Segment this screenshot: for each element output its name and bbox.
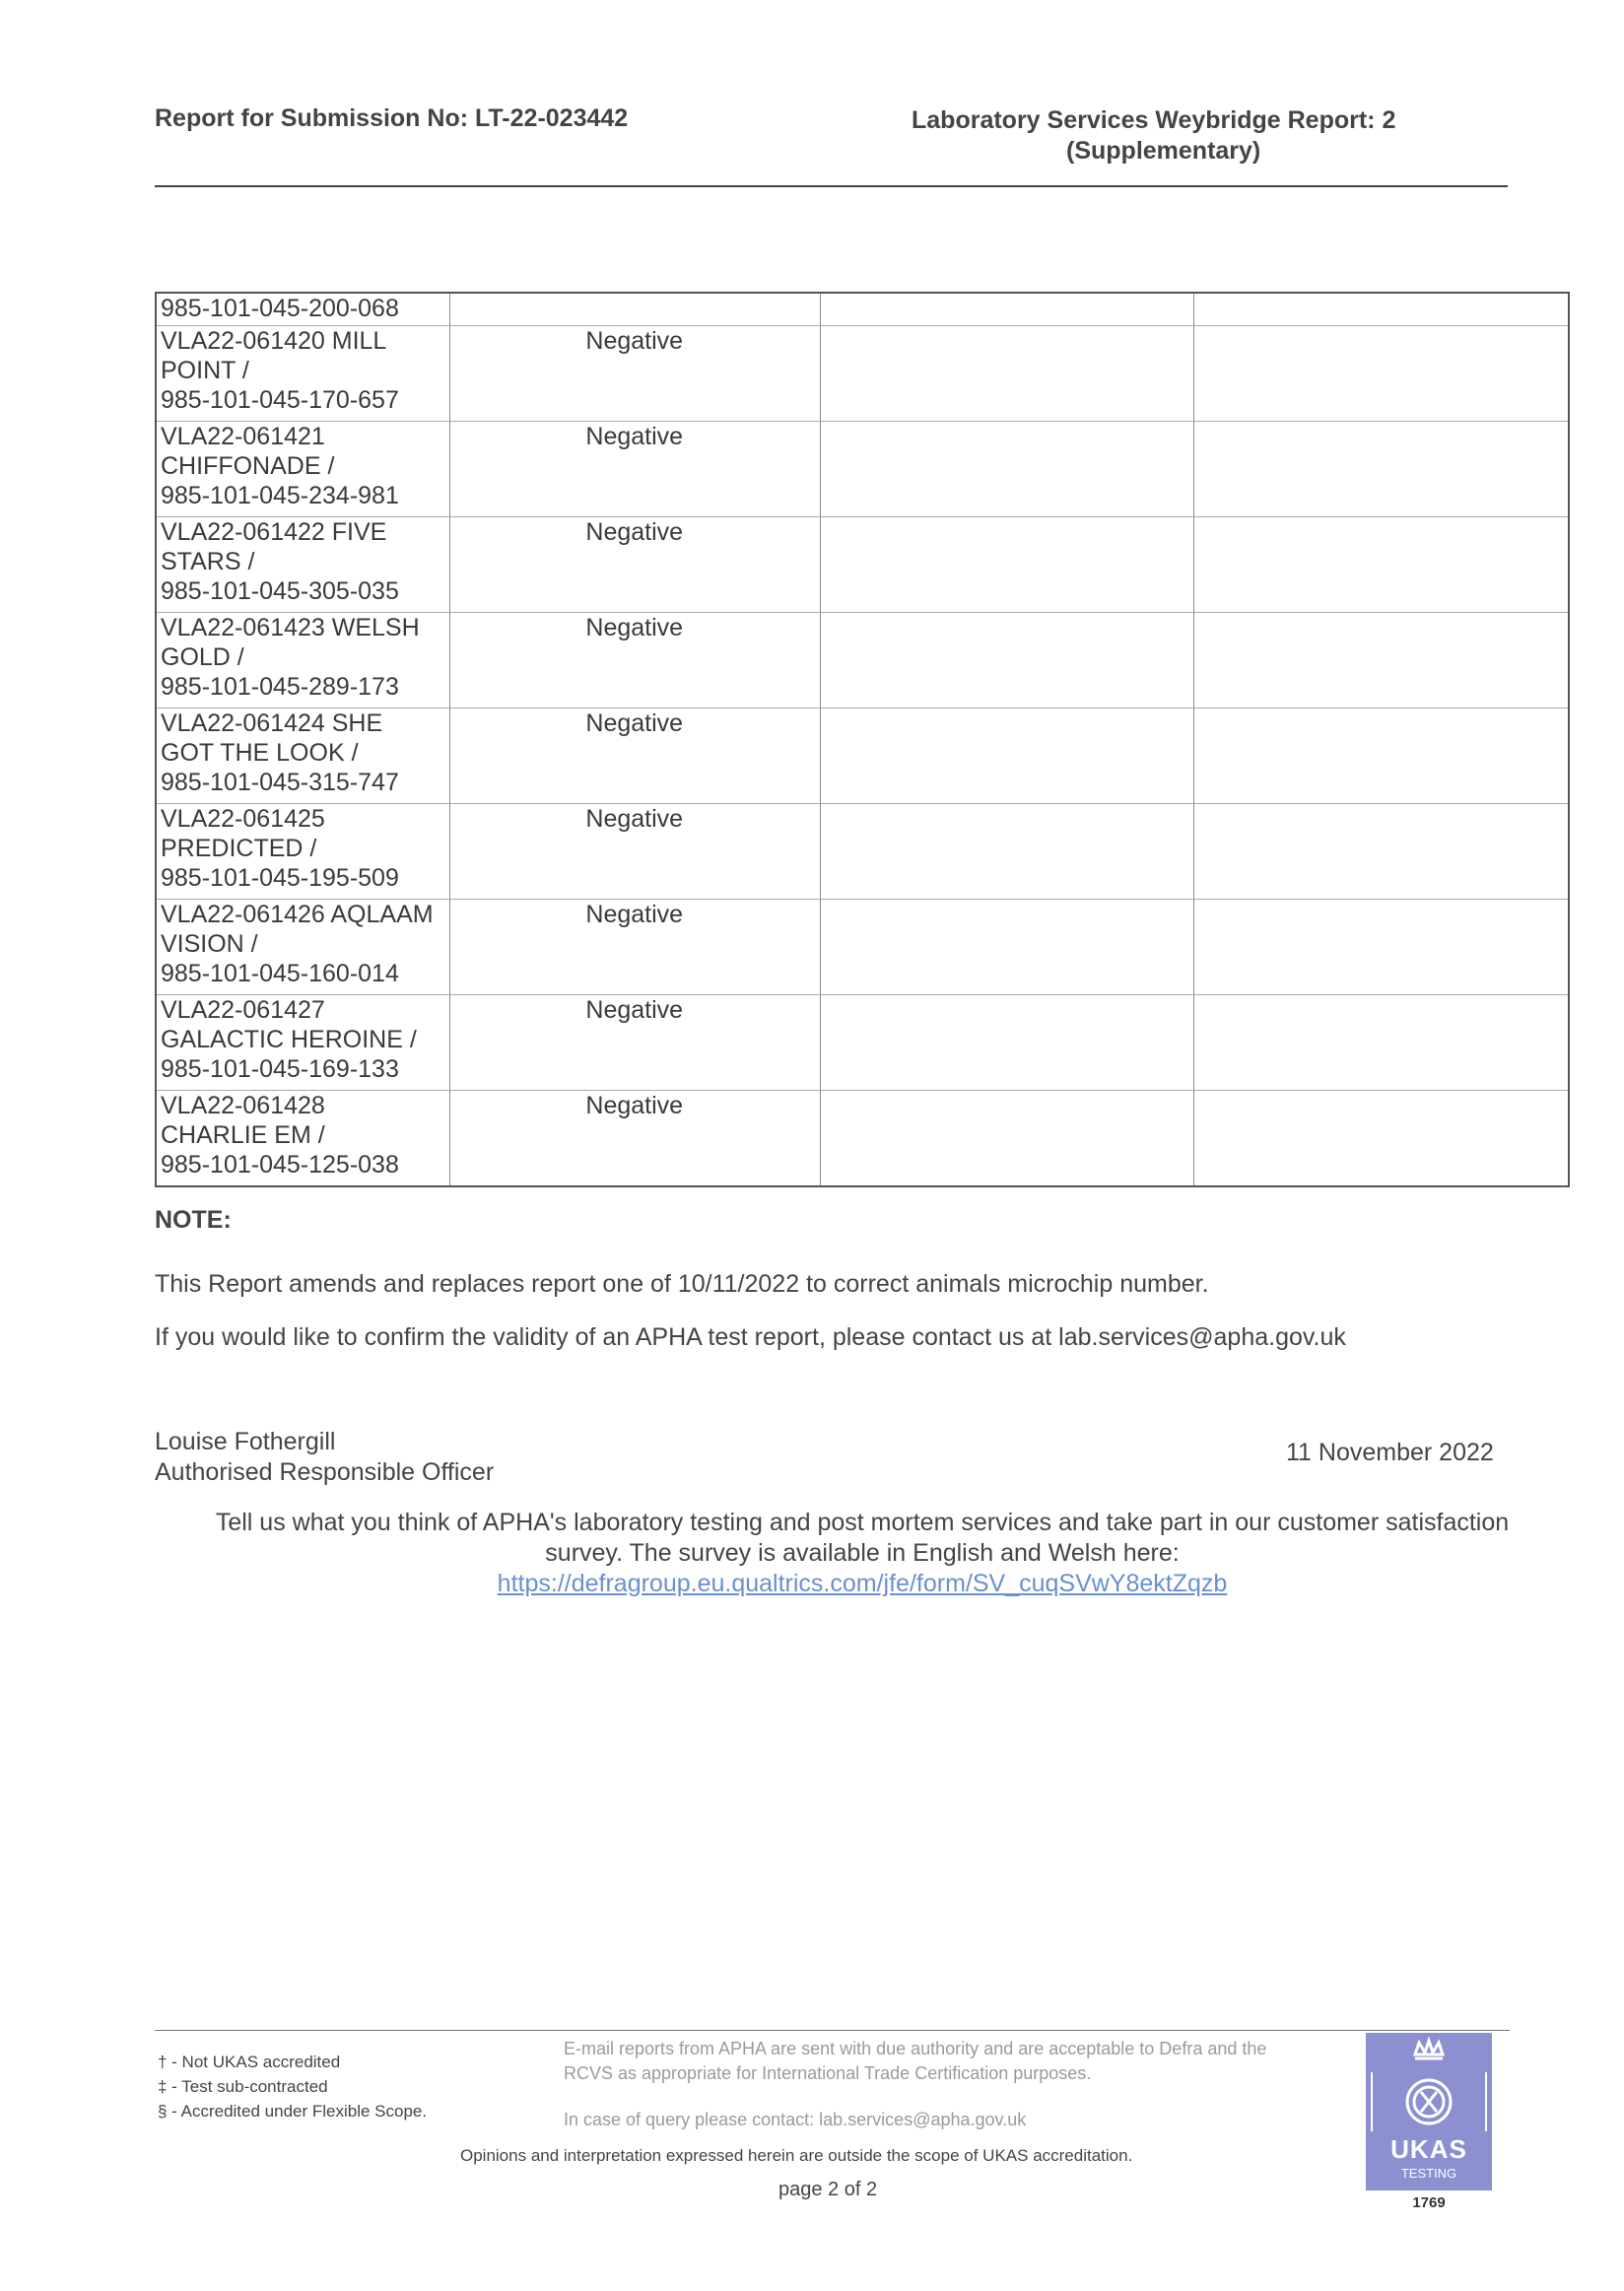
note-amend-text: This Report amends and replaces report one of 10/11/2022 to correct animals microchip number.: [155, 1270, 1209, 1298]
sample-id-line2: CHIFFONADE /: [161, 452, 335, 480]
report-title-line2: (Supplementary): [1066, 137, 1261, 165]
report-submission-number: Report for Submission No: LT-22-023442: [155, 104, 629, 132]
result-value: Negative: [585, 614, 684, 641]
sample-id-line3: 985-101-045-170-657: [161, 386, 399, 414]
sample-id-cell: [156, 422, 450, 517]
sample-id-line1: VLA22-061422 FIVE: [161, 518, 387, 546]
empty-cell: [820, 613, 1194, 708]
footer-divider: [155, 2030, 1510, 2031]
sample-id-cell: [156, 1091, 450, 1187]
survey-invitation: [158, 1508, 1567, 1599]
sample-id-line3: 985-101-045-315-747: [161, 769, 399, 796]
sample-id-line3: 985-101-045-125-038: [161, 1151, 399, 1179]
empty-cell: [820, 422, 1194, 517]
result-cell: [450, 517, 821, 613]
note-title: NOTE:: [155, 1206, 232, 1234]
table-row: [156, 326, 1569, 422]
sample-id-line2: STARS /: [161, 548, 255, 575]
empty-cell: [1194, 900, 1569, 995]
report-title-line1: Laboratory Services Weybridge Report: 2: [912, 106, 1396, 134]
sample-id-line2: PREDICTED /: [161, 835, 317, 862]
survey-line-2: survey. The survey is available in English and Welsh here:: [545, 1539, 1180, 1567]
empty-cell: [1194, 293, 1569, 326]
sample-id-line2: GOT THE LOOK /: [161, 739, 359, 767]
sample-id-cell: [156, 613, 450, 708]
table-row: [156, 995, 1569, 1091]
result-cell: [450, 900, 821, 995]
ukas-scope-disclaimer: Opinions and interpretation expressed herein are outside the scope of UKAS accreditation.: [460, 2146, 1133, 2165]
result-value: Negative: [585, 996, 684, 1024]
email-authority-note: E-mail reports from APHA are sent with due authority and are acceptable to Defra and the RCVS as appropriate for International Trade Certification purposes.: [564, 2039, 1267, 2083]
sample-id-line1: VLA22-061427: [161, 996, 325, 1024]
sample-id-line3: 985-101-045-305-035: [161, 577, 399, 605]
table-row: [156, 900, 1569, 995]
signatory-role: Authorised Responsible Officer: [155, 1458, 495, 1486]
empty-cell: [1194, 613, 1569, 708]
empty-cell: [820, 517, 1194, 613]
table-row: [156, 293, 1569, 326]
empty-cell: [820, 326, 1194, 422]
sample-id-cell: [156, 900, 450, 995]
result-value: Negative: [585, 901, 684, 928]
query-contact: In case of query please contact: lab.services@apha.gov.uk: [564, 2110, 1027, 2129]
result-cell: [450, 708, 821, 804]
result-cell: [450, 326, 821, 422]
sample-id-line3: 985-101-045-169-133: [161, 1055, 399, 1083]
sample-id-line3: 985-101-045-289-173: [161, 673, 399, 701]
empty-cell: [820, 995, 1194, 1091]
sample-id-line1: VLA22-061421: [161, 423, 325, 450]
note-contact-text: If you would like to confirm the validity of an APHA test report, please contact us at lab.services@apha.gov.uk: [155, 1323, 1346, 1351]
table-row: [156, 708, 1569, 804]
page-number: page 2 of 2: [778, 2179, 878, 2200]
survey-line-1: Tell us what you think of APHA's laboratory testing and post mortem services and take part in our customer satisfaction: [215, 1509, 1510, 1536]
sample-id-line1: VLA22-061420 MILL: [161, 327, 387, 355]
empty-cell: [820, 708, 1194, 804]
sample-id-line3: 985-101-045-195-509: [161, 864, 399, 892]
sample-id-cell: [156, 995, 450, 1091]
empty-cell: [1194, 517, 1569, 613]
result-value: Negative: [585, 805, 684, 833]
signatory: [155, 1427, 494, 1488]
table-row: [156, 517, 1569, 613]
sample-id-line1: VLA22-061423 WELSH: [161, 614, 420, 641]
legend-flexible-scope: § - Accredited under Flexible Scope.: [158, 2102, 428, 2121]
result-cell: [450, 1091, 821, 1187]
sample-id-line3: 985-101-045-160-014: [161, 960, 399, 987]
empty-cell: [1194, 422, 1569, 517]
result-cell: [450, 995, 821, 1091]
results-table: [155, 292, 1570, 1187]
sample-id-line2: CHARLIE EM /: [161, 1121, 325, 1149]
table-row: [156, 422, 1569, 517]
empty-cell: [820, 1091, 1194, 1187]
sample-id-cell: [156, 708, 450, 804]
ukas-number: 1769: [1412, 2194, 1446, 2211]
sample-id-line1: VLA22-061426 AQLAAM: [161, 901, 434, 928]
empty-cell: [1194, 708, 1569, 804]
sample-id-line2: POINT /: [161, 357, 249, 384]
report-title: [912, 105, 1434, 167]
legend-sub-contracted: ‡ - Test sub-contracted: [158, 2077, 328, 2096]
header-divider: [155, 185, 1508, 187]
accreditation-legend: [158, 2050, 427, 2123]
sample-id-cell: 985-101-045-200-068: [156, 293, 450, 326]
survey-link[interactable]: https://defragroup.eu.qualtrics.com/jfe/form/SV_cuqSVwY8ektZqzb: [497, 1570, 1228, 1597]
table-row: [156, 804, 1569, 900]
empty-cell: [820, 804, 1194, 900]
legend-not-ukas: † - Not UKAS accredited: [158, 2053, 341, 2071]
sample-id-line1: VLA22-061428: [161, 1092, 325, 1119]
result-value: Negative: [585, 423, 684, 450]
ukas-testing-label: TESTING: [1400, 2166, 1457, 2181]
sample-id-line2: GALACTIC HEROINE /: [161, 1026, 417, 1053]
sample-id-line2: VISION /: [161, 930, 258, 958]
result-value: Negative: [585, 518, 684, 546]
sample-id-line3: 985-101-045-234-981: [161, 482, 399, 509]
sample-id-line1: VLA22-061424 SHE: [161, 709, 383, 737]
empty-cell: [820, 293, 1194, 326]
empty-cell: [820, 900, 1194, 995]
result-cell: [450, 804, 821, 900]
sample-id-cell: [156, 326, 450, 422]
ukas-logo: [1366, 2033, 1492, 2211]
empty-cell: [1194, 804, 1569, 900]
table-row: [156, 1091, 1569, 1187]
empty-cell: [1194, 1091, 1569, 1187]
result-value: Negative: [585, 709, 684, 737]
ukas-label: UKAS: [1390, 2134, 1467, 2164]
result-cell: [450, 613, 821, 708]
result-cell: [450, 422, 821, 517]
table-row: [156, 613, 1569, 708]
sample-id-line1: VLA22-061425: [161, 805, 325, 833]
result-cell: [450, 293, 821, 326]
result-value: Negative: [585, 1092, 684, 1119]
report-date: 11 November 2022: [1286, 1439, 1494, 1466]
result-value: Negative: [585, 327, 684, 355]
sample-id-cell: [156, 804, 450, 900]
sample-id-cell: [156, 517, 450, 613]
sample-id-line2: GOLD /: [161, 643, 244, 671]
empty-cell: [1194, 995, 1569, 1091]
signatory-name: Louise Fothergill: [155, 1428, 336, 1455]
empty-cell: [1194, 326, 1569, 422]
